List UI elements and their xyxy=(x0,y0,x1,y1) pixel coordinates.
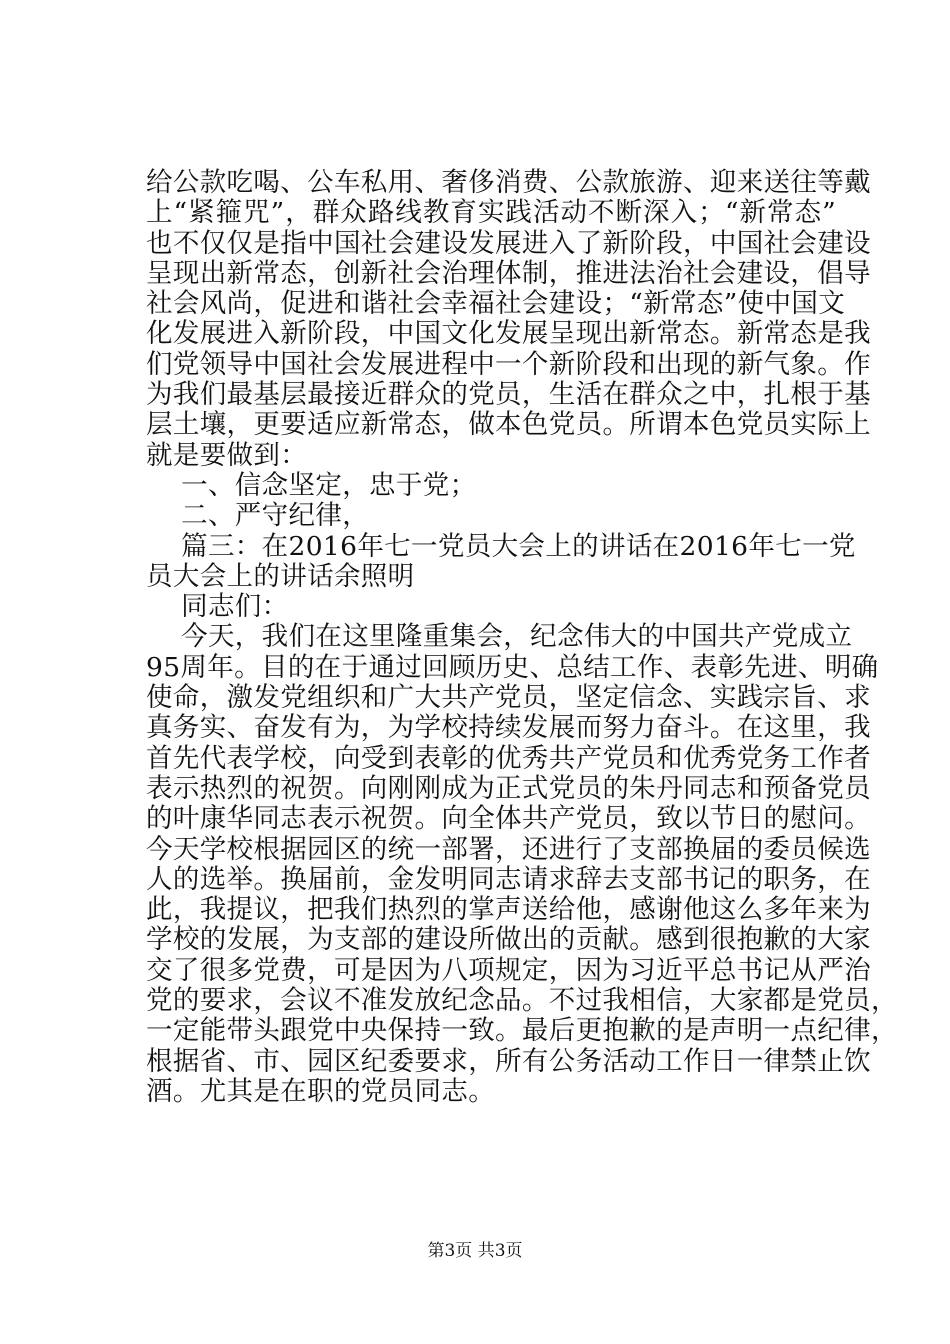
text-line: 的叶康华同志表示祝贺。向全体共产党员，致以节日的慰问。 xyxy=(146,803,871,835)
list-item: 一、信念坚定，忠于党； xyxy=(146,469,477,501)
text-line: 社会风尚，促进和谐社会幸福社会建设；“新常态”使中国文 xyxy=(146,288,846,320)
text-line: 人的选举。换届前，金发明同志请求辞去支部书记的职务，在 xyxy=(146,863,871,895)
text-line: 化发展进入新阶段，中国文化发展呈现出新常态。新常态是我 xyxy=(146,318,871,350)
text-line: 首先代表学校，向受到表彰的优秀共产党员和优秀党务工作者 xyxy=(146,742,871,774)
text-line: 就是要做到： xyxy=(146,439,308,471)
text-line: 也不仅仅是指中国社会建设发展进入了新阶段，中国社会建设 xyxy=(146,227,871,259)
text-line: 今天学校根据园区的统一部署，还进行了支部换届的委员候选 xyxy=(146,833,871,865)
text-line: 呈现出新常态，创新社会治理体制，推进法治社会建设，倡导 xyxy=(146,257,871,289)
text-line: 酒。尤其是在职的党员同志。 xyxy=(146,1075,496,1107)
text-line: 给公款吃喝、公车私用、奢侈消费、公款旅游、迎来送往等戴 xyxy=(146,167,871,198)
text-line: 上“紧箍咒”，群众路线教育实践活动不断深入；“新常态” xyxy=(146,197,836,229)
text-line: 交了很多党费，可是因为八项规定，因为习近平总书记从严治 xyxy=(146,954,871,986)
text-line: 一定能带头跟党中央保持一致。最后更抱歉的是声明一点纪律， xyxy=(146,1015,898,1047)
text-line: 真务实、奋发有为，为学校持续发展而努力奋斗。在这里，我 xyxy=(146,712,871,744)
body-text xyxy=(146,167,898,1107)
text-line: 为我们最基层最接近群众的党员，生活在群众之中，扎根于基 xyxy=(146,379,871,411)
text-line: 95周年。目的在于通过回顾历史、总结工作、表彰先进、明确 xyxy=(146,651,879,683)
salutation: 同志们： xyxy=(146,591,289,623)
text-line: 今天，我们在这里隆重集会，纪念伟大的中国共产党成立 xyxy=(146,621,853,653)
section-heading-line: 篇三：在2016年七一党员大会上的讲话在2016年七一党 xyxy=(146,530,856,562)
text-line: 表示热烈的祝贺。向刚刚成为正式党员的朱丹同志和预备党员 xyxy=(146,772,871,804)
page-number-footer: 第3页 共3页 xyxy=(427,1241,523,1261)
text-line: 学校的发展，为支部的建设所做出的贡献。感到很抱歉的大家 xyxy=(146,924,871,956)
list-item: 二、严守纪律， xyxy=(146,500,370,532)
text-line: 层土壤，更要适应新常态，做本色党员。所谓本色党员实际上 xyxy=(146,409,871,441)
section-heading-line: 员大会上的讲话余照明 xyxy=(146,560,415,592)
text-line: 根据省、市、园区纪委要求，所有公务活动工作日一律禁止饮 xyxy=(146,1045,871,1077)
text-line: 使命，激发党组织和广大共产党员，坚定信念、实践宗旨、求 xyxy=(146,682,871,714)
text-line: 此，我提议，把我们热烈的掌声送给他，感谢他这么多年来为 xyxy=(146,894,871,926)
text-line: 党的要求，会议不准发放纪念品。不过我相信，大家都是党员， xyxy=(146,985,898,1017)
text-line: 们党领导中国社会发展进程中一个新阶段和出现的新气象。作 xyxy=(146,348,871,380)
